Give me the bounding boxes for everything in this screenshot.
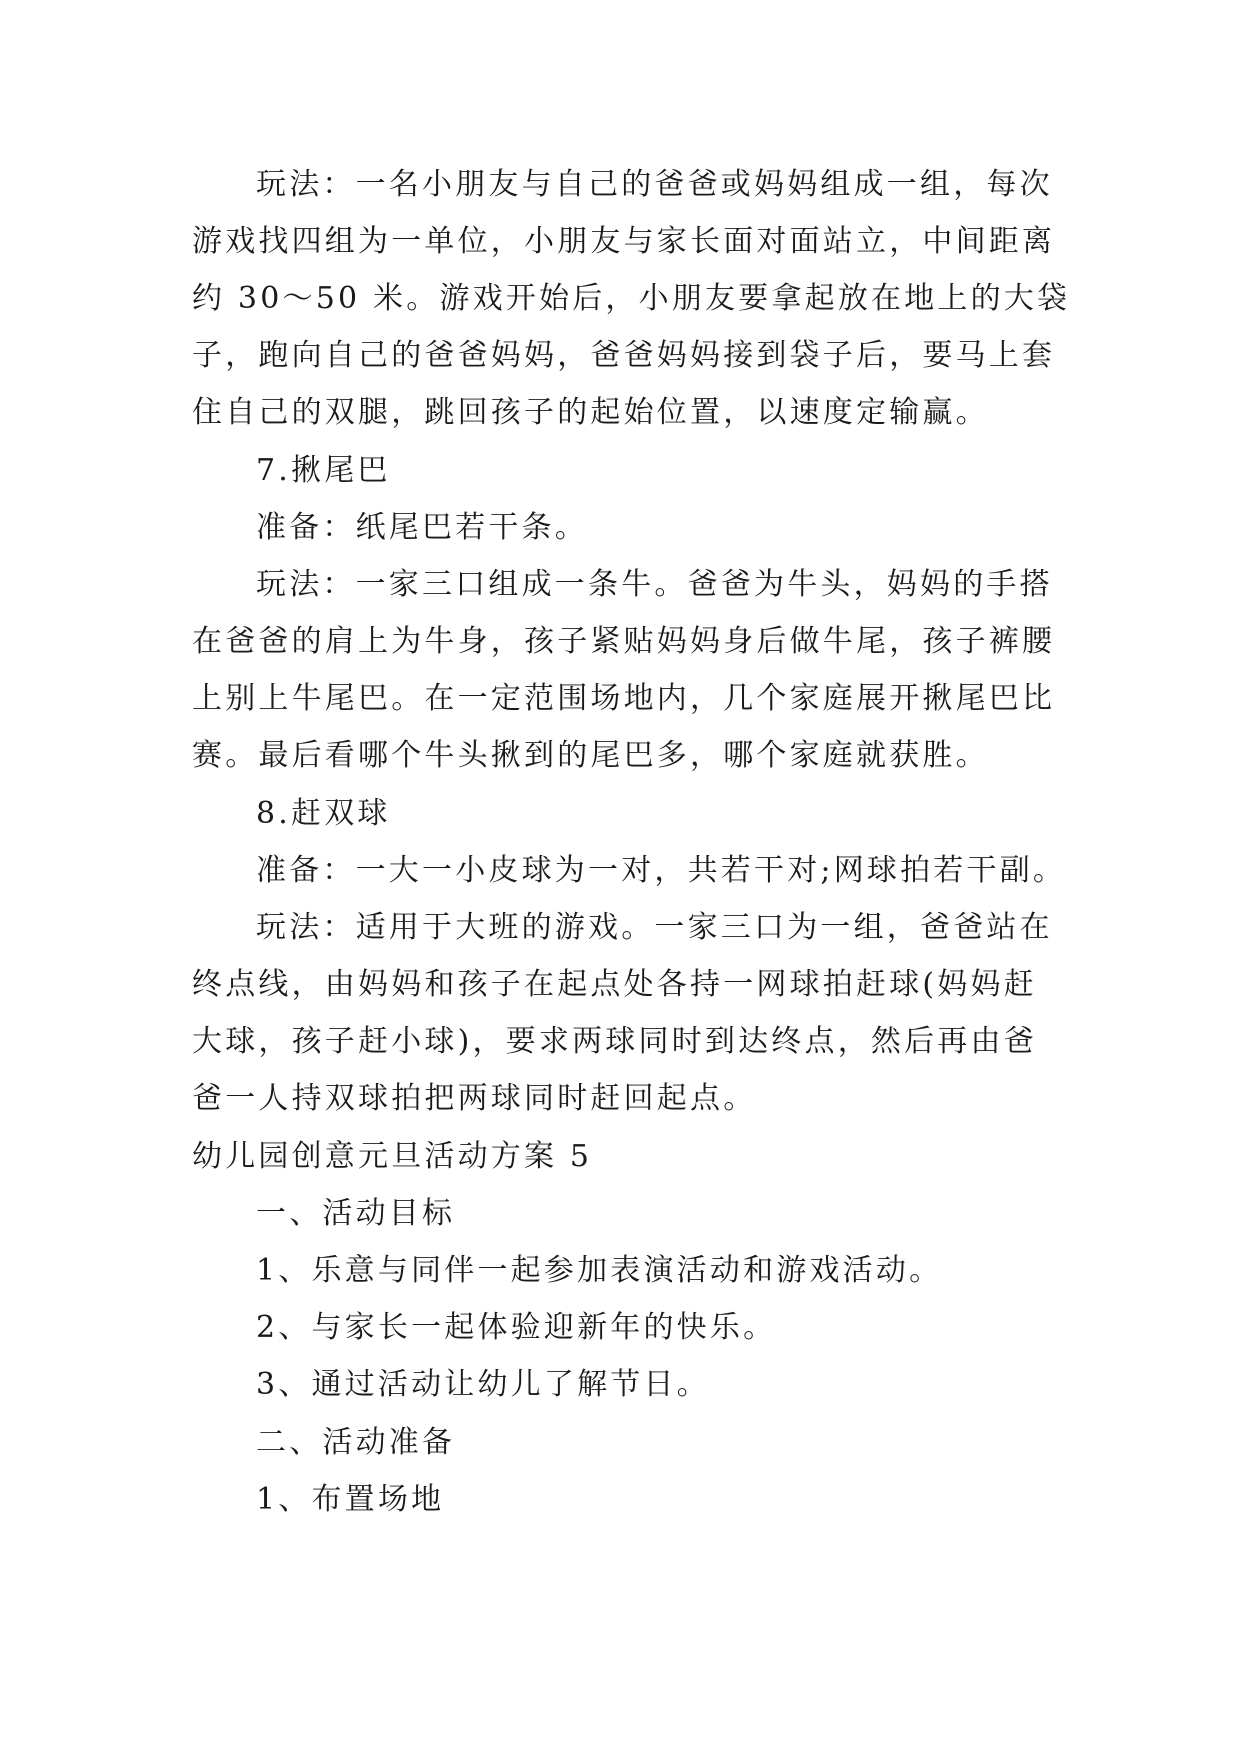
document-title: 幼儿园创意元旦活动方案 5 (192, 1139, 593, 1174)
section-heading: 一、活动目标 (256, 1196, 456, 1231)
paragraph-line: 大球，孩子赶小球)，要求两球同时到达终点，然后再由爸 (192, 1024, 1037, 1059)
section-heading: 8.赶双球 (256, 796, 391, 831)
paragraph-line: 游戏找四组为一单位，小朋友与家长面对面站立，中间距离 (192, 224, 1056, 259)
section-heading: 二、活动准备 (256, 1425, 456, 1460)
paragraph-line: 约 30～50 米。游戏开始后，小朋友要拿起放在地上的大袋 (192, 281, 1071, 316)
list-item: 1、乐意与同伴一起参加表演活动和游戏活动。 (256, 1253, 943, 1288)
paragraph-line: 子，跑向自己的爸爸妈妈，爸爸妈妈接到袋子后，要马上套 (192, 338, 1056, 373)
paragraph-line: 爸一人持双球拍把两球同时赶回起点。 (192, 1081, 757, 1116)
list-item: 3、通过活动让幼儿了解节日。 (256, 1367, 710, 1402)
paragraph-line: 准备：一大一小皮球为一对，共若干对;网球拍若干副。 (256, 853, 1067, 888)
paragraph-line: 上别上牛尾巴。在一定范围场地内，几个家庭展开揪尾巴比 (192, 681, 1056, 716)
paragraph-line: 玩法：一家三口组成一条牛。爸爸为牛头，妈妈的手搭 (256, 567, 1053, 602)
list-item: 2、与家长一起体验迎新年的快乐。 (256, 1310, 777, 1345)
paragraph-line: 准备：纸尾巴若干条。 (256, 510, 588, 545)
paragraph-line: 玩法：一名小朋友与自己的爸爸或妈妈组成一组，每次 (256, 167, 1053, 202)
section-heading: 7.揪尾巴 (256, 453, 391, 488)
paragraph-line: 赛。最后看哪个牛头揪到的尾巴多，哪个家庭就获胜。 (192, 738, 989, 773)
list-item: 1、布置场地 (256, 1482, 445, 1517)
paragraph-line: 在爸爸的肩上为牛身，孩子紧贴妈妈身后做牛尾，孩子裤腰 (192, 624, 1056, 659)
paragraph-line: 终点线，由妈妈和孩子在起点处各持一网球拍赶球(妈妈赶 (192, 967, 1037, 1002)
paragraph-line: 玩法：适用于大班的游戏。一家三口为一组，爸爸站在 (256, 910, 1053, 945)
paragraph-line: 住自己的双腿，跳回孩子的起始位置，以速度定输赢。 (192, 395, 989, 430)
